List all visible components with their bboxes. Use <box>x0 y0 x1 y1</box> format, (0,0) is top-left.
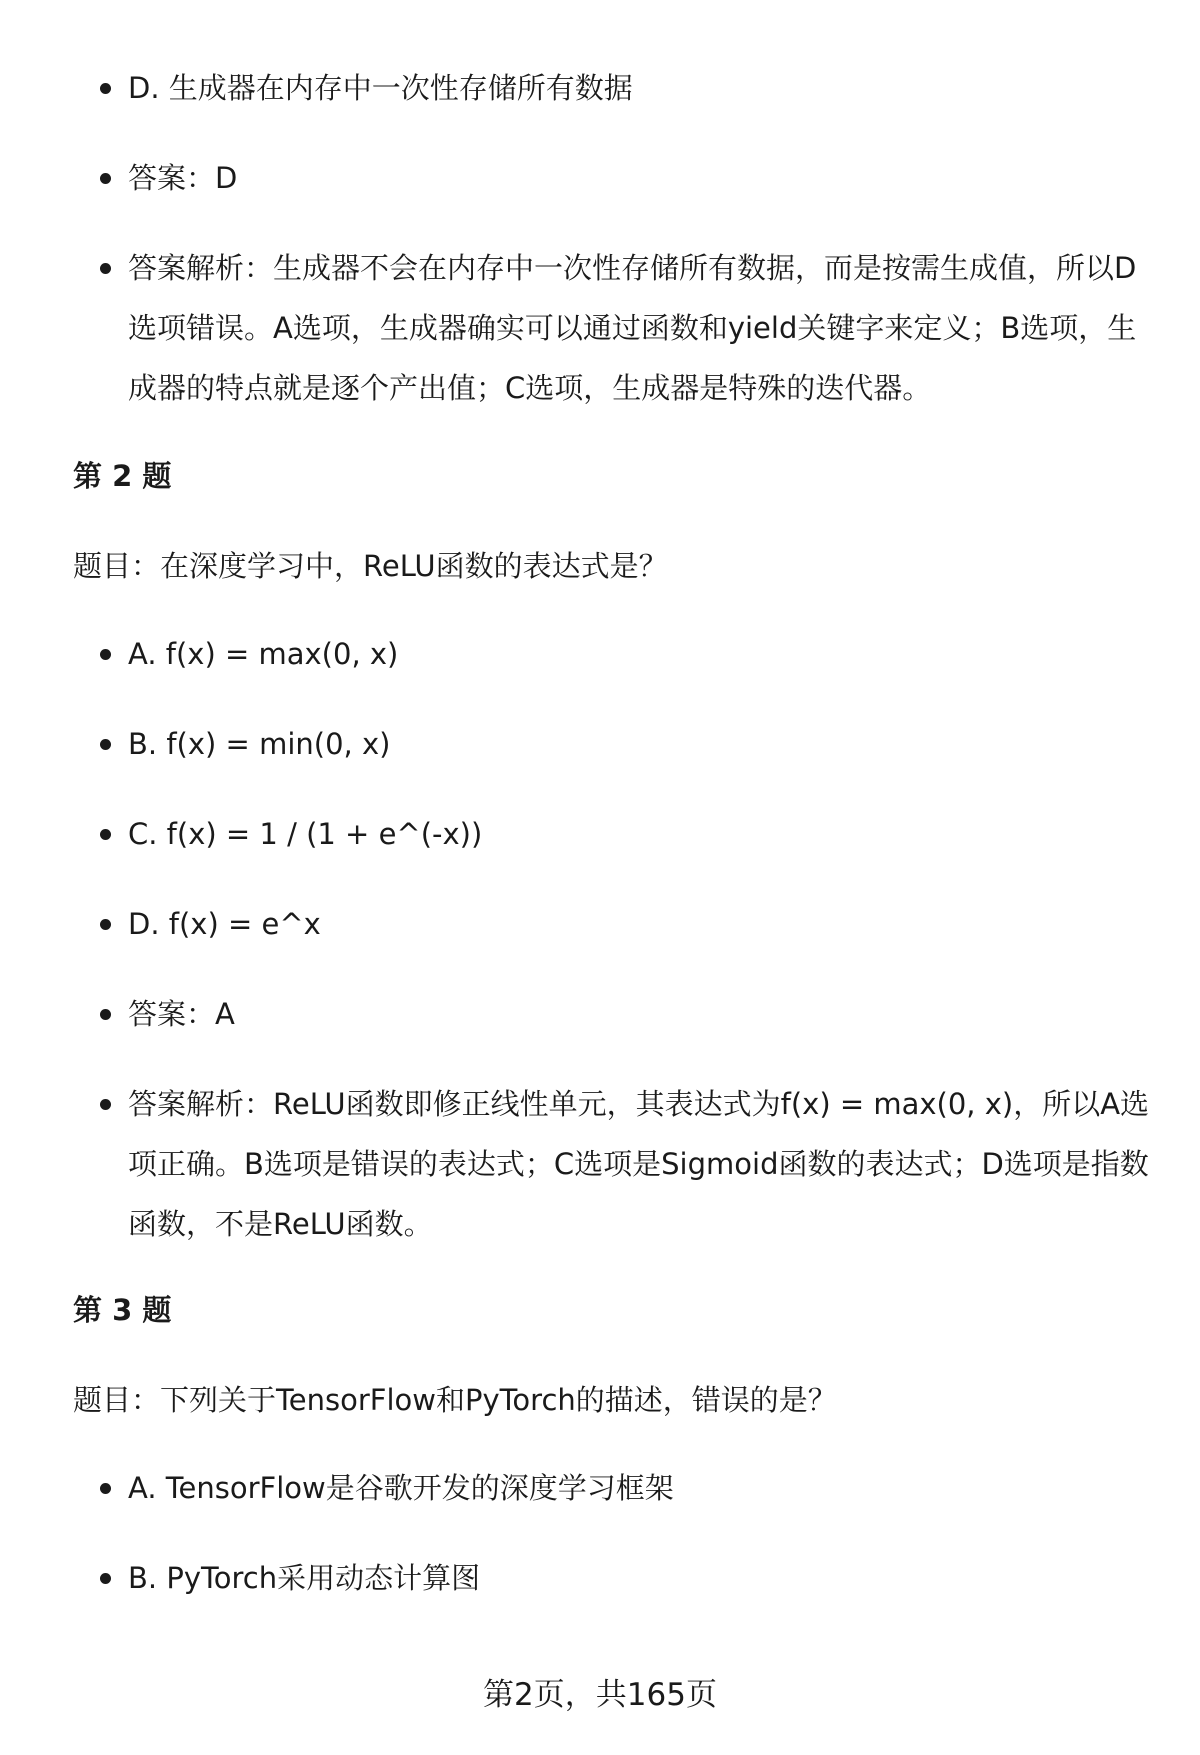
q1-option-d: D. 生成器在内存中一次性存储所有数据 <box>128 58 1158 118</box>
q1-explanation: 答案解析：生成器不会在内存中一次性存储所有数据，而是按需生成值，所以D选项错误。A选项，生成器确实可以通过函数和yield关键字来定义；B选项，生成器的特点就是逐个产出值；C选项，生成器是特殊的迭代器。 <box>128 238 1158 418</box>
q3-option-a: A. TensorFlow是谷歌开发的深度学习框架 <box>128 1458 1158 1518</box>
q2-answer: 答案：A <box>128 984 1158 1044</box>
q2-heading: 第 2 题 <box>73 459 172 493</box>
q2-explanation: 答案解析：ReLU函数即修正线性单元，其表达式为f(x) = max(0, x)，所以A选项正确。B选项是错误的表达式；C选项是Sigmoid函数的表达式；D选项是指数函数，不是ReLU函数。 <box>128 1074 1158 1254</box>
q2-option-b: B. f(x) = min(0, x) <box>128 714 1158 774</box>
q2-option-d: D. f(x) = e^x <box>128 894 1158 954</box>
q3-option-b: B. PyTorch采用动态计算图 <box>128 1548 1158 1608</box>
q3-stem: 题目：下列关于TensorFlow和PyTorch的描述，错误的是？ <box>73 1383 837 1417</box>
page-indicator: 第2页，共165页 <box>483 1677 717 1713</box>
q2-option-c: C. f(x) = 1 / (1 + e^(-x)) <box>128 804 1158 864</box>
q2-stem: 题目：在深度学习中，ReLU函数的表达式是？ <box>73 549 668 583</box>
q3-heading: 第 3 题 <box>73 1293 172 1327</box>
q2-option-a: A. f(x) = max(0, x) <box>128 624 1158 684</box>
q1-answer: 答案：D <box>128 148 1158 208</box>
